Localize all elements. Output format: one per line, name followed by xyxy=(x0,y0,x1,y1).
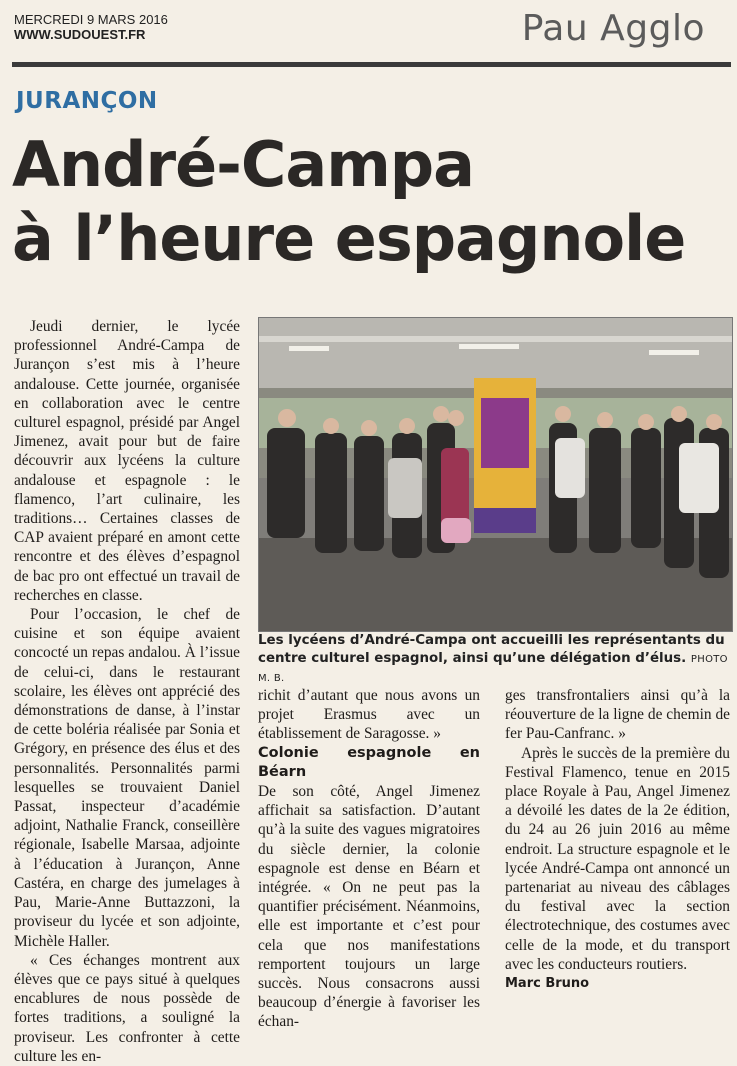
issue-date: MERCREDI 9 MARS 2016 xyxy=(14,12,168,27)
article-column-1 xyxy=(14,317,240,1065)
article-subheading: Colonie espagnole en Béarn xyxy=(258,744,480,780)
group-photo-illustration xyxy=(259,318,732,631)
article-column-3 xyxy=(505,686,730,992)
body-paragraph: Jeudi dernier, le lycée professionnel André-Campa de Jurançon s’est mis à l’heure andalouse. Cette journée, organisée en collaboration avec le centre culturel espagnol, présidé par Angel Jimenez, avait pour but de faire découvrir aux lycéens la culture andalouse et espagnole : le flamenco, l’art culinaire, les traditions… Certaines classes de CAP avaient préparé en amont cette rencontre et des élèves d’espagnol de bac pro ont effectué un travail de recherches en classe. xyxy=(14,318,240,604)
article-column-2 xyxy=(258,686,480,1031)
article-kicker: JURANÇON xyxy=(16,88,158,114)
article-photo xyxy=(258,317,733,632)
body-paragraph: richit d’autant que nous avons un projet Erasmus avec un établissement de Saragosse. » xyxy=(258,687,480,743)
headline-line-2: à l’heure espagnole xyxy=(12,202,686,275)
article-author: Marc Bruno xyxy=(505,976,590,992)
photo-credit: PHOTO M. B. xyxy=(258,654,728,684)
body-paragraph: Pour l’occasion, le chef de cuisine et son équipe avaient concocté un repas andalou. À l’issue de celui-ci, dans le restaurant scolaire, les élèves ont apprécié des démonstrations de danse, à l’instar de cette boléria réalisée par Sonia et Grégory, en présence des élus et des personnalités. Personnalités parmi lesquelles se trouvaient Daniel Passat, inspecteur d’académie adjoint, Nathalie Franck, conseillère régionale, Isabelle Marsaa, adjointe à l’éducation à Jurançon, Anne Castéra, en charge des jumelages à Pau, Marie-Anne Buttazzoni, la proviseur du lycée et son adjointe, Michèle Haller. xyxy=(14,606,240,950)
header-rule xyxy=(12,62,731,67)
website-url[interactable]: WWW.SUDOUEST.FR xyxy=(14,27,146,42)
dateline xyxy=(14,12,168,42)
body-paragraph: De son côté, Angel Jimenez affichait sa satisfaction. D’autant qu’à la suite des vagues migratoires du siècle dernier, la colonie espagnole est dense en Béarn et intégrée. « On ne peut pas la quantifier précisément. Néanmoins, elle est importante et c’est pour cela que nos manifestations remportent toujours un large succès. Nous consacrons aussi beaucoup d’énergie à favoriser les échan- xyxy=(258,783,480,1031)
body-paragraph: ges transfrontaliers ainsi qu’à la réouverture de la ligne de chemin de fer Pau-Canfranc. » xyxy=(505,687,730,743)
article-headline xyxy=(12,128,730,276)
body-paragraph: Après le succès de la première du Festival Flamenco, tenue en 2015 place Royale à Pau, Angel Jimenez a dévoilé les dates de la 2e édition, du 24 au 26 juin 2016 au même endroit. La structure espagnole et le lycée André-Campa ont annoncé un partenariat au niveau des câblages du festival avec la section électrotechnique, des costumes avec celle de la mode, et du transport avec les conducteurs routiers. xyxy=(505,744,730,973)
section-title: Pau Agglo xyxy=(521,8,705,49)
photo-caption xyxy=(258,632,734,688)
caption-text: Les lycéens d’André-Campa ont accueilli les représentants du centre culturel espagnol, ainsi qu’une délégation d’élus. xyxy=(258,633,725,666)
headline-line-1: André-Campa xyxy=(12,128,475,201)
body-paragraph: « Ces échanges montrent aux élèves que ce pays situé à quelques encablures de nous possède de fortes traditions, a souligné la proviseur. Les confronter à cette culture les en- xyxy=(14,951,240,1065)
